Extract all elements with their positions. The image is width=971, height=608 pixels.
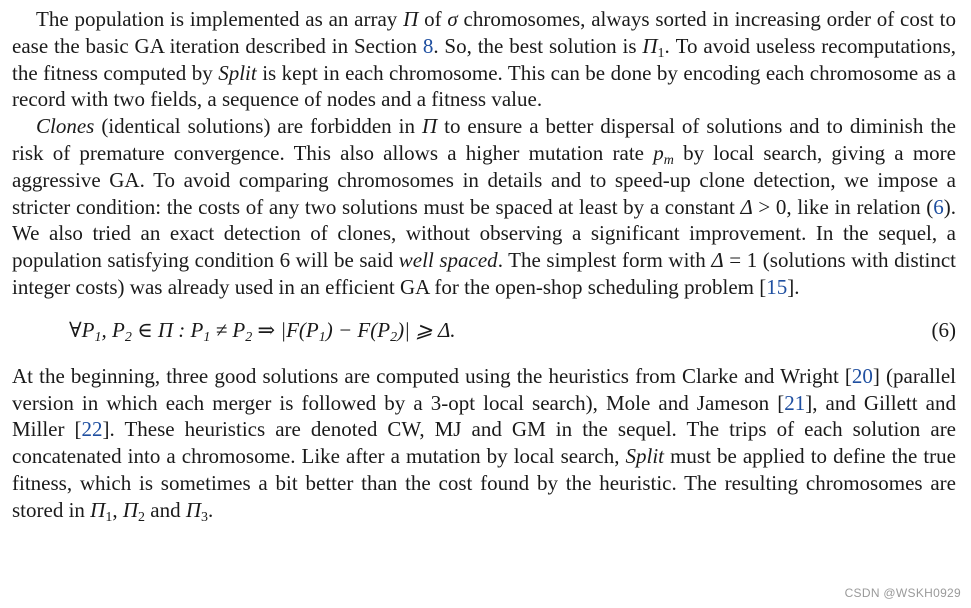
- equation-body: $\forall P_1$, $P_2$ ∈ Π : $P_1 \ne P_2$ ⇒ $|F(P_1) - F(P_2)|$ ⩾ Δ.: [69, 317, 456, 345]
- equation-number: (6): [931, 317, 956, 342]
- equation-6: [12, 301, 956, 363]
- clones-term: Clones: [36, 114, 95, 139]
- symbol-delta: Δ: [740, 194, 753, 219]
- symbol-sigma: σ: [447, 7, 458, 31]
- symbol-delta: Δ: [711, 248, 724, 273]
- symbol-pi3: Π: [185, 497, 201, 522]
- citation-link[interactable]: 22: [81, 417, 103, 442]
- symbol-pi: Π: [421, 114, 438, 139]
- symbol-pi: Π: [403, 7, 419, 31]
- well-spaced-term: well spaced: [398, 248, 498, 273]
- citation-link[interactable]: 21: [784, 390, 806, 415]
- symbol-pi1: Π: [642, 33, 658, 58]
- watermark: CSDN @WSKH0929: [844, 586, 961, 600]
- citation-link[interactable]: 20: [851, 363, 873, 388]
- symbol-pi2: Π: [122, 497, 138, 522]
- split-term: Split: [218, 60, 257, 85]
- paragraph-clones: Clones (identical solutions) are forbidden in Π to ensure a better dispersal of solutions and to diminish the risk of premature convergence. This also allows a higher mutation rate $p_m$ by local search, giving a more aggressive GA. To avoid comparing chromosomes in details and to speed-up clone detection, we impose a stricter condition: the costs of any two solutions must be spaced at least by a constant Δ > 0, like in relation (6). We also tried an exact detection of clones, without observing a significant improvement. In the sequel, a population satisfying condition 6 will be said well spaced. The simplest form with Δ = 1 (solutions with distinct integer costs) was already used in an efficient GA for the open-shop scheduling problem [15].: [12, 114, 956, 299]
- paper-page: [12, 6, 956, 524]
- symbol-pi1: Π: [90, 497, 106, 522]
- symbol-pm: p: [653, 140, 664, 165]
- paragraph-population: The population is implemented as an array Π of σ chromosomes, always sorted in increasing order of cost to ease the basic GA iteration described in Section 8. So, the best solution is $\Pi_1$. To avoid useless recomputations, the fitness computed by Split is kept in each chromosome. This can be done by encoding each chromosome as a record with two fields, a sequence of nodes and a fitness value.: [12, 7, 957, 112]
- section-link[interactable]: 8: [422, 33, 434, 58]
- split-term: Split: [625, 444, 665, 469]
- equation-link[interactable]: 6: [933, 194, 944, 219]
- paragraph-heuristics: At the beginning, three good solutions are computed using the heuristics from Clarke and Wright [20] (parallel version in which each merger is followed by a 3-opt local search), Mole and Jameson [21], and Gillett and Miller [22]. These heuristics are denoted CW, MJ and GM in the sequel. The trips of each solution are concatenated into a chromosome. Like after a mutation by local search, Split must be applied to define the true fitness, which is sometimes a bit better than the cost found by the heuristic. The resulting chromosomes are stored in $\Pi_1$, $\Pi_2$ and $\Pi_3$.: [12, 363, 957, 525]
- citation-link[interactable]: 15: [766, 274, 788, 299]
